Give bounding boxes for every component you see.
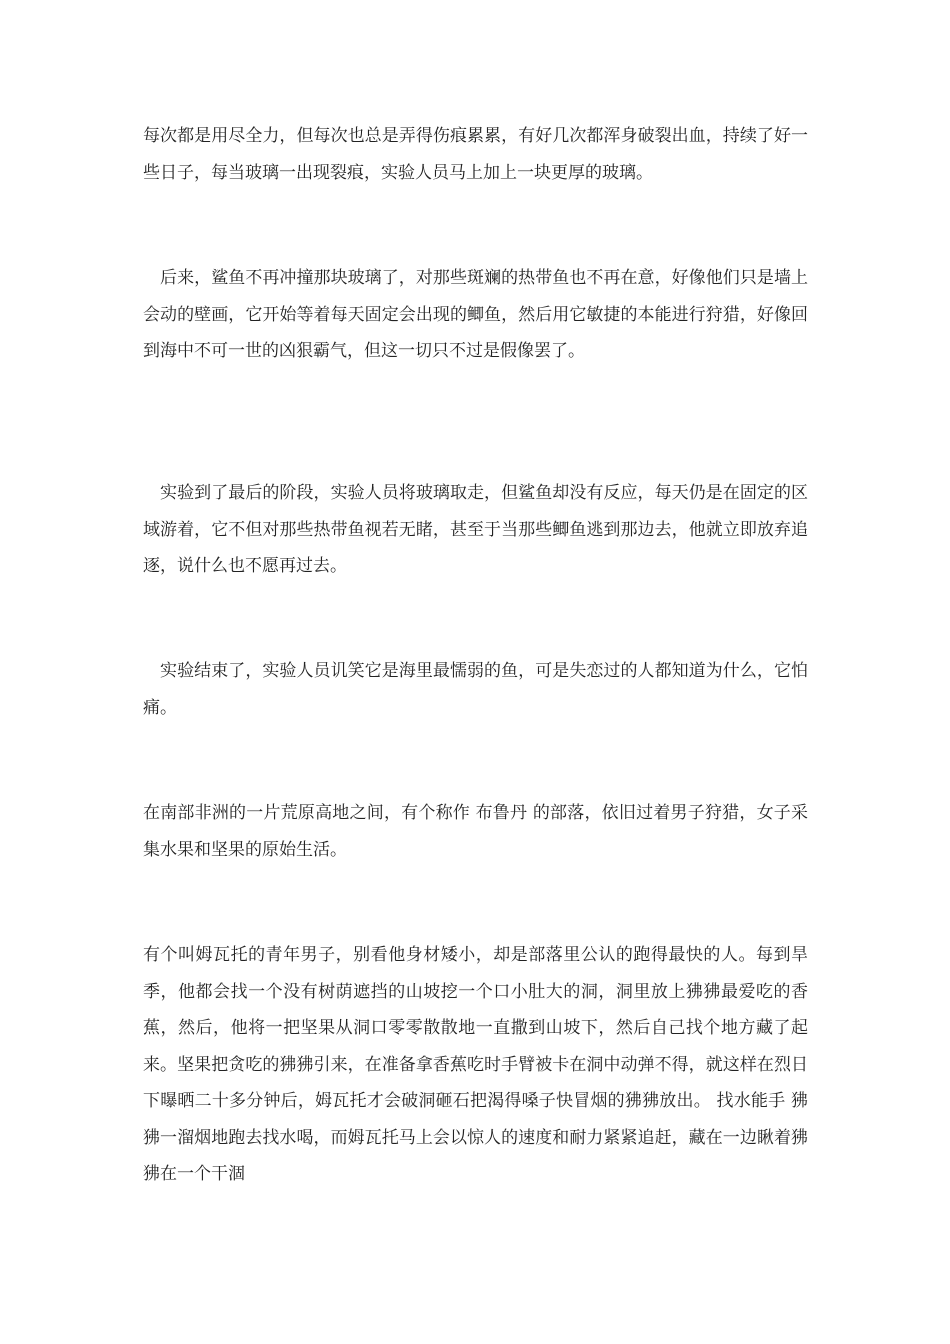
paragraph-3: 实验到了最后的阶段，实验人员将玻璃取走，但鲨鱼却没有反应，每天仍是在固定的区域游着，它不但对那些热带鱼视若无睹，甚至于当那些鲫鱼逃到那边去，他就立即放弃追逐，说什么也不愿再过去。 — [143, 483, 808, 576]
paragraph-2: 后来，鲨鱼不再冲撞那块玻璃了，对那些斑斓的热带鱼也不再在意，好像他们只是墙上会动的壁画，它开始等着每天固定会出现的鲫鱼，然后用它敏捷的本能进行狩猎，好像回到海中不可一世的凶狠霸气，但这一切只不过是假像罢了。 — [143, 268, 808, 361]
paragraph-4: 实验结束了，实验人员讥笑它是海里最懦弱的鱼，可是失恋过的人都知道为什么，它怕痛。 — [143, 661, 808, 718]
paragraph-5: 在南部非洲的一片荒原高地之间，有个称作 布鲁丹 的部落，依旧过着男子狩猎，女子采集水果和坚果的原始生活。 — [143, 803, 808, 860]
paragraph-1: 每次都是用尽全力，但每次也总是弄得伤痕累累，有好几次都浑身破裂出血，持续了好一些日子，每当玻璃一出现裂痕，实验人员马上加上一块更厚的玻璃。 — [143, 126, 808, 183]
paragraph-6: 有个叫姆瓦托的青年男子，别看他身材矮小，却是部落里公认的跑得最快的人。每到旱季，他都会找一个没有树荫遮挡的山坡挖一个口小肚大的洞，洞里放上狒狒最爱吃的香蕉，然后，他将一把坚果从洞口零零散散地一直撒到山坡下，然后自己找个地方藏了起来。坚果把贪吃的狒狒引来，在准备拿香蕉吃时手臂被卡在洞中动弹不得，就这样在烈日下曝晒二十多分钟后，姆瓦托才会破洞砸石把渴得嗓子快冒烟的狒狒放出。 找水能手 狒狒一溜烟地跑去找水喝，而姆瓦托马上会以惊人的速度和耐力紧紧追赶，藏在一边瞅着狒狒在一个干涸 — [143, 945, 808, 1184]
